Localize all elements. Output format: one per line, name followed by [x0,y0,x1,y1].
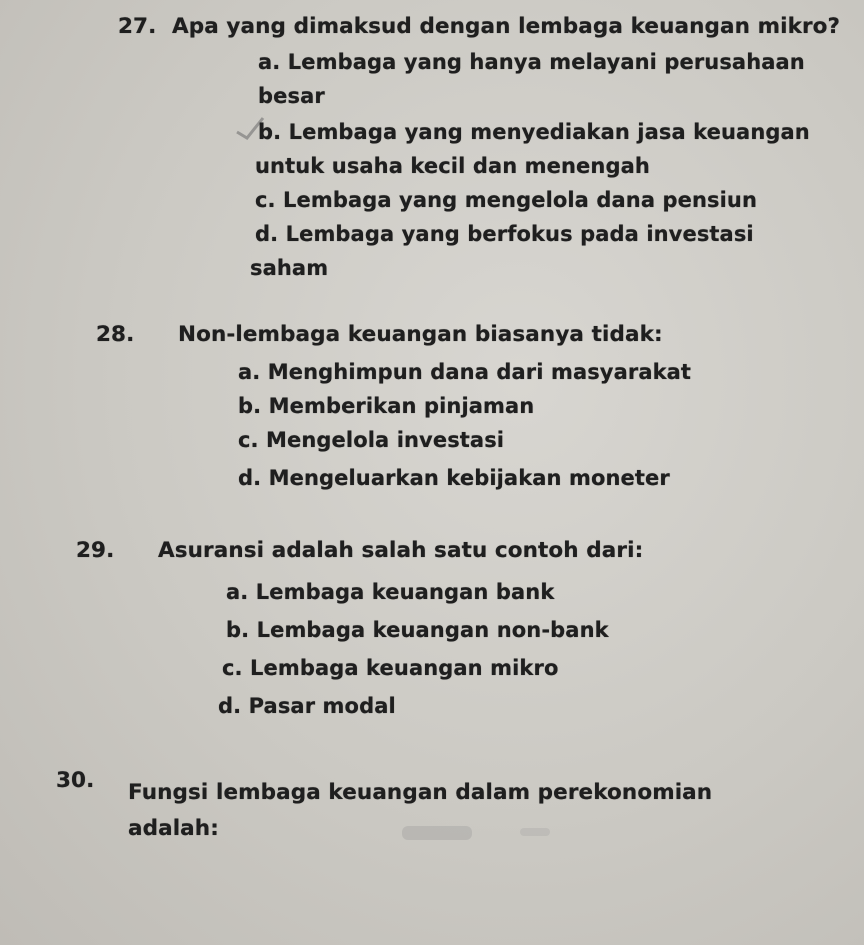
question-27-option-c: c. Lembaga yang mengelola dana pensiun [255,188,758,212]
question-27-number: 27. [118,14,157,39]
question-29-option-b: b. Lembaga keuangan non-bank [226,618,609,642]
question-29-option-d: d. Pasar modal [218,694,396,718]
question-30-number: 30. [56,768,95,793]
question-28-option-c: c. Mengelola investasi [238,428,505,452]
question-29-number: 29. [76,538,115,563]
question-27-option-a-line2: besar [258,84,325,108]
question-27-option-b-line1: b. Lembaga yang menyediakan jasa keuangan [258,120,810,144]
question-30-text-line1: Fungsi lembaga keuangan dalam perekonomian [128,780,713,805]
question-28-option-a: a. Menghimpun dana dari masyarakat [238,360,692,384]
question-27-option-d-line1: d. Lembaga yang berfokus pada investasi [255,222,754,246]
question-29-option-a: a. Lembaga keuangan bank [226,580,555,604]
question-27-option-d-line2: saham [250,256,329,280]
question-29-text: Asuransi adalah salah satu contoh dari: [158,538,644,563]
question-28-text: Non-lembaga keuangan biasanya tidak: [178,322,663,347]
question-29-option-c: c. Lembaga keuangan mikro [222,656,559,680]
question-27-option-b-line2: untuk usaha kecil dan menengah [255,154,650,178]
question-27-option-a-line1: a. Lembaga yang hanya melayani perusahaan [258,50,805,74]
question-28-option-b: b. Memberikan pinjaman [238,394,535,418]
pencil-smudge [400,818,580,848]
question-28-number: 28. [96,322,135,347]
question-28-option-d: d. Mengeluarkan kebijakan moneter [238,466,670,490]
question-27-text: Apa yang dimaksud dengan lembaga keuangan mikro? [172,14,841,39]
question-30-text-line2: adalah: [128,816,219,841]
